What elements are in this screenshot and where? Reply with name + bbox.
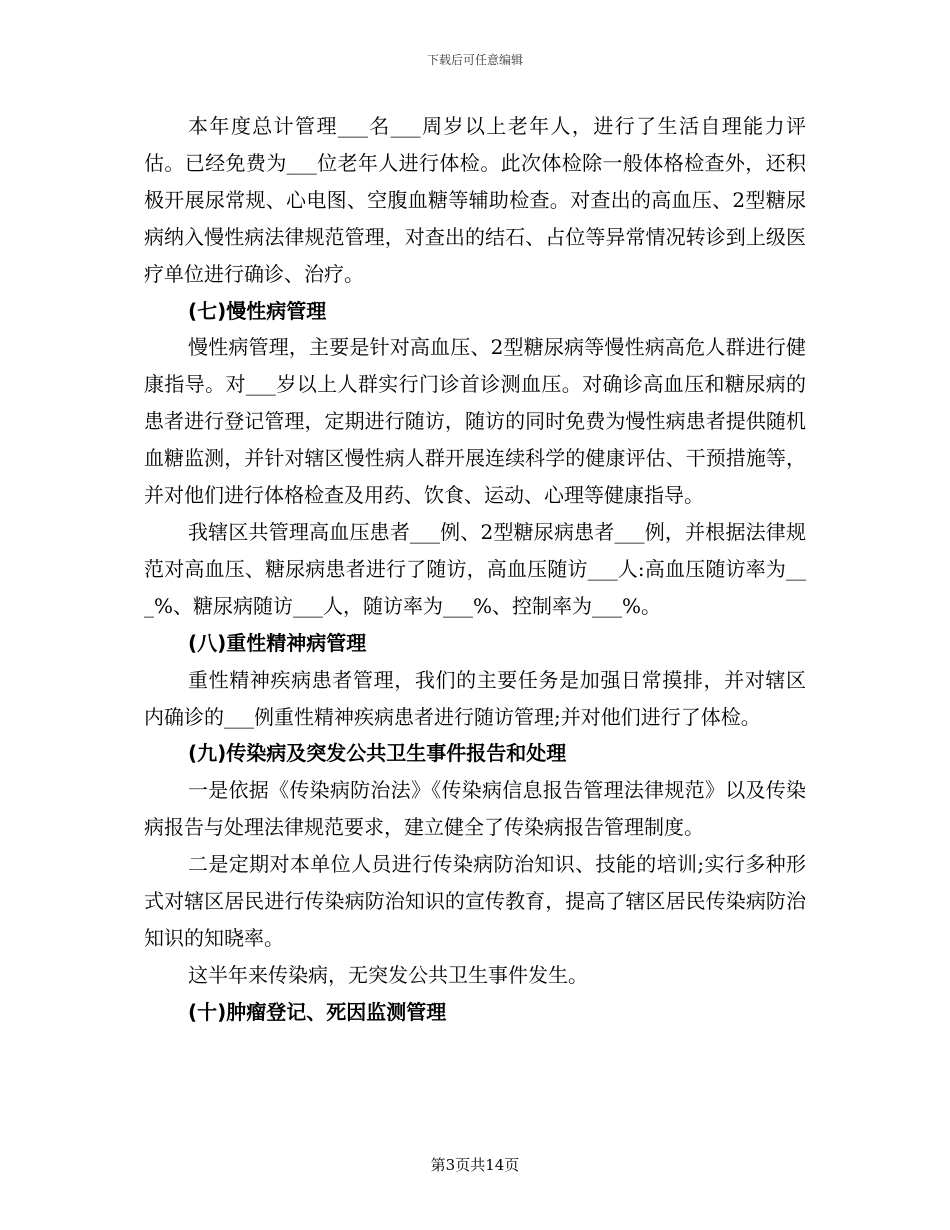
paragraph-no-events: 这半年来传染病，无突发公共卫生事件发生。 bbox=[188, 962, 588, 987]
paragraph-infectious-law: 一是依据《传染病防治法》《传染病信息报告管理法律规范》以及传染病报告与处理法律规范要求，建立健全了传染病报告管理制度。 bbox=[144, 778, 806, 840]
paragraph-mental-illness: 重性精神疾病患者管理，我们的主要任务是加强日常摸排，并对辖区内确诊的___例重性精神疾病患者进行随访管理;并对他们进行了体检。 bbox=[144, 667, 806, 729]
paragraph-elderly-management: 本年度总计管理___名___周岁以上老年人，进行了生活自理能力评估。已经免费为___位老年人进行体检。此次体检除一般体格检查外，还积极开展尿常规、心电图、空腹血糖等辅助检查。对查出的高血压、2型糖尿病纳入慢性病法律规范管理，对查出的结石、占位等异常情况转诊到上级医疗单位进行确诊、治疗。 bbox=[144, 114, 806, 286]
page-footer: 第3页共14页 bbox=[430, 1156, 520, 1174]
paragraph-hypertension-diabetes: 我辖区共管理高血压患者___例、2型糖尿病患者___例，并根据法律规范对高血压、糖尿病患者进行了随访，高血压随访___人:高血压随访率为___%、糖尿病随访___人，随访率为___%、控制率为___%。 bbox=[144, 519, 806, 618]
section-heading-infectious-disease: (九)传染病及突发公共卫生事件报告和处理 bbox=[188, 741, 567, 766]
page-header: 下载后可任意编辑 bbox=[426, 53, 523, 67]
section-heading-tumor-registration: (十)肿瘤登记、死因监测管理 bbox=[188, 999, 447, 1024]
paragraph-chronic-disease: 慢性病管理，主要是针对高血压、2型糖尿病等慢性病高危人群进行健康指导。对___岁以上人群实行门诊首诊测血压。对确诊高血压和糖尿病的患者进行登记管理，定期进行随访，随访的同时免费为慢性病患者提供随机血糖监测，并针对辖区慢性病人群开展连续科学的健康评估、干预措施等，并对他们进行体格检查及用药、饮食、运动、心理等健康指导。 bbox=[144, 335, 806, 508]
section-heading-mental-illness: (八)重性精神病管理 bbox=[188, 630, 367, 655]
paragraph-infectious-training: 二是定期对本单位人员进行传染病防治知识、技能的培训;实行多种形式对辖区居民进行传染病防治知识的宣传教育，提高了辖区居民传染病防治知识的知晓率。 bbox=[144, 852, 806, 950]
section-heading-chronic-disease: (七)慢性病管理 bbox=[188, 298, 327, 323]
document-body bbox=[144, 108, 806, 1031]
